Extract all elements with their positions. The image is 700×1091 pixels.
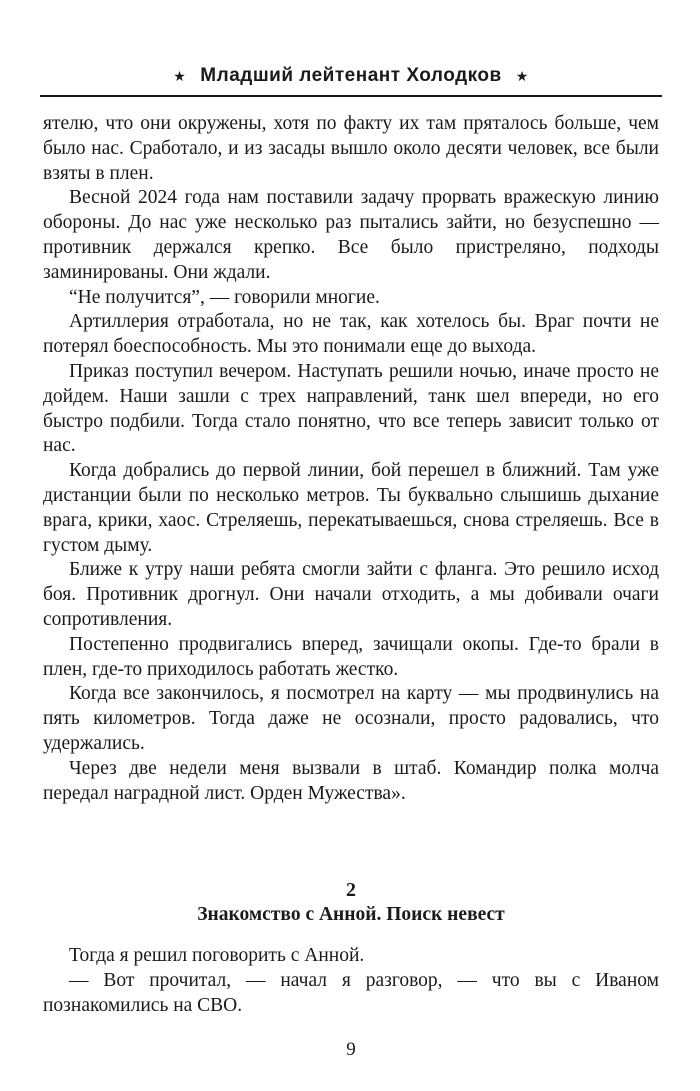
header-rule <box>40 95 662 97</box>
paragraph: Тогда я решил поговорить с Анной. <box>69 945 365 966</box>
paragraph: Когда все закончилось, я посмотрел на карту — мы продвинулись на пять километров. Тогда даже не осознали, просто радовались, что удержались. <box>43 683 659 754</box>
paragraph: — Вот прочитал, — начал я разговор, — что вы с Иваном познакомились на СВО. <box>43 969 659 1016</box>
star-right-icon: ★ <box>515 68 529 84</box>
chapter-number: 2 <box>346 879 356 901</box>
star-left-icon: ★ <box>173 68 187 84</box>
chapter-title: Знакомство с Анной. Поиск невест <box>197 904 505 925</box>
chapter-text <box>43 944 659 1018</box>
paragraph: Весной 2024 года нам поставили задачу прорвать вражескую линию обороны. До нас уже несколько раз пытались зайти, но безуспешно — противник держался крепко. Все было пристреляно, подходы заминированы. Они ждали. <box>43 187 659 283</box>
paragraph: Постепенно продвигались вперед, зачищали окопы. Где-то брали в плен, где-то приходилось работать жестко. <box>43 633 659 680</box>
main-text <box>43 112 659 806</box>
paragraph: Когда добрались до первой линии, бой перешел в ближний. Там уже дистанции были по несколько метров. Ты буквально слышишь дыхание врага, крики, хаос. Стреляешь, перекатываешься, снова стреляешь. Все в густом дыму. <box>43 460 659 556</box>
paragraph: “Не получится”, — говорили многие. <box>69 286 380 308</box>
running-header-title: Младший лейтенант Холодков <box>200 65 502 86</box>
paragraph: ятелю, что они окружены, хотя по факту их там пряталось больше, чем было нас. Сработало, и из засады вышло около десяти человек, все были взяты в плен. <box>43 113 659 184</box>
paragraph: Через две недели меня вызвали в штаб. Командир полка молча передал наградной лист. Орден Мужества». <box>43 757 659 804</box>
paragraph: Приказ поступил вечером. Наступать решили ночью, иначе просто не дойдем. Наши зашли с трех направлений, танк шел впереди, но его быстро подбили. Тогда стало понятно, что все теперь зависит только от нас. <box>43 360 659 457</box>
paragraph: Артиллерия отработала, но не так, как хотелось бы. Враг почти не потерял боеспособность. Мы это понимали еще до выхода. <box>43 311 659 358</box>
page-number: 9 <box>346 1039 356 1060</box>
running-header <box>40 58 662 94</box>
paragraph: Ближе к утру наши ребята смогли зайти с фланга. Это решило исход боя. Противник дрогнул. Они начали отходить, а мы добивали очаги сопротивления. <box>43 559 659 630</box>
